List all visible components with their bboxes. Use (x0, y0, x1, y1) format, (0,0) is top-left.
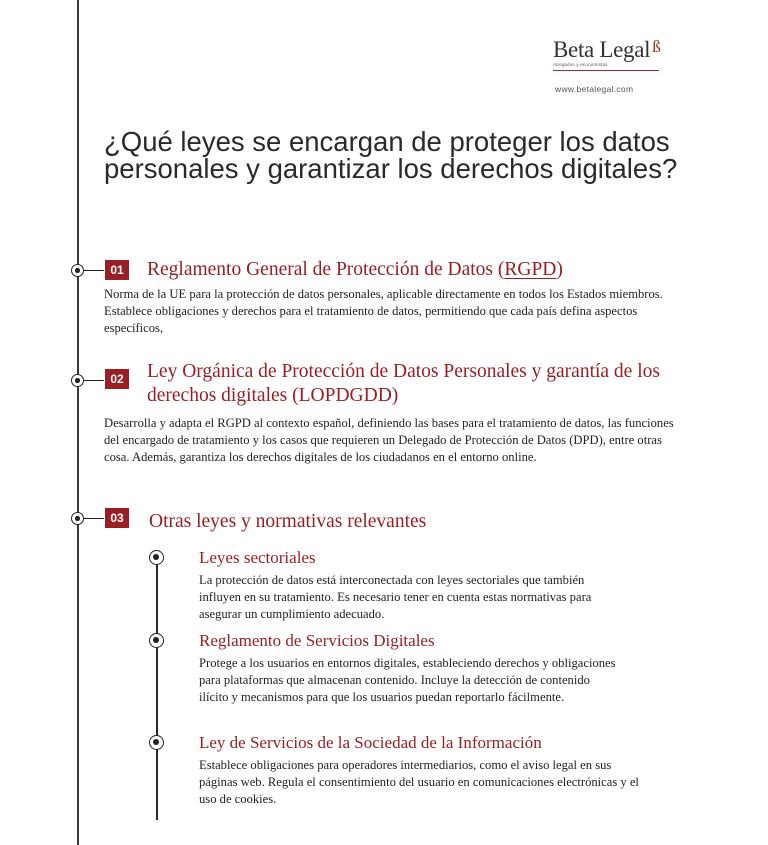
logo-name: Beta Legal (553, 37, 651, 62)
timeline-marker-01 (71, 264, 84, 277)
subsection-body-lssi: Establece obligaciones para operadores intermediarios, como el aviso legal en sus páginas web. Regula el consentimiento del usuario en comunicaciones electrónicas y el uso de cookies. (199, 758, 639, 806)
subsection-title-servicios-digitales: Reglamento de Servicios Digitales (199, 631, 435, 650)
sub-timeline-marker (149, 633, 164, 648)
sub-timeline-marker (149, 550, 164, 565)
timeline-connector-02 (84, 380, 104, 381)
subsection-title-leyes-sectoriales: Leyes sectoriales (199, 548, 316, 567)
website-url: www.betalegal.com (555, 84, 634, 94)
section-body-rgpd: Norma de la UE para la protección de datos personales, aplicable directamente en todos los Estados miembros. Establece obligaciones y derechos para el tratamiento de datos, permitiendo que cada país defina aspectos específicos, (104, 287, 663, 335)
sub-timeline-line (156, 558, 158, 820)
subsection-title-lssi: Ley de Servicios de la Sociedad de la Información (199, 733, 542, 752)
subsection-body-leyes-sectoriales: La protección de datos está interconectada con leyes sectoriales que también influyen en su tratamiento. Es necesario tener en cuenta estas normativas para asegurar un cumplimiento adecuado. (199, 573, 592, 621)
section-number-badge: 01 (105, 260, 129, 280)
brand-logo (553, 38, 663, 71)
section-title-otras: Otras leyes y normativas relevantes (149, 511, 427, 532)
sub-timeline-marker (149, 735, 164, 750)
section-title-lopdgdd: Ley Orgánica de Protección de Datos Personales y garantía de los derechos digitales (LOPDGDD) (147, 361, 660, 406)
section-title-rgpd (147, 258, 563, 282)
timeline-marker-02 (71, 374, 84, 387)
logo-tagline: Abogados y economistas (553, 62, 608, 67)
subsection-body-servicios-digitales: Protege a los usuarios en entornos digitales, estableciendo derechos y obligaciones para plataformas que almacenan contenido. Incluye la detección de contenido ilícito y mecanismos para que los usuarios puedan reportarlo fácilmente. (199, 656, 616, 704)
section-title-text: Reglamento General de Protección de Datos ( (147, 259, 505, 280)
section-number-badge: 03 (105, 508, 129, 528)
timeline-line (77, 0, 79, 845)
timeline-marker-03 (71, 512, 84, 525)
section-number-badge: 02 (105, 369, 129, 389)
timeline-connector-03 (84, 518, 104, 519)
logo-divider (553, 70, 659, 71)
section-body-lopdgdd: Desarrolla y adapta el RGPD al contexto español, definiendo las bases para el tratamiento de datos, las funciones del encargado de tratamiento y los casos que requieren un Delegado de Protección de Datos (DPD), entre otras cosa. Además, garantiza los derechos digitales de los ciudadanos en el entorno online. (104, 416, 674, 464)
timeline-connector-01 (84, 270, 104, 271)
page-title: ¿Qué leyes se encargan de proteger los datos personales y garantizar los derechos digitales? (104, 126, 678, 184)
logo-mark: ß (652, 37, 661, 56)
section-title-suffix: ) (556, 259, 563, 280)
rgpd-link[interactable]: RGPD (504, 259, 557, 280)
